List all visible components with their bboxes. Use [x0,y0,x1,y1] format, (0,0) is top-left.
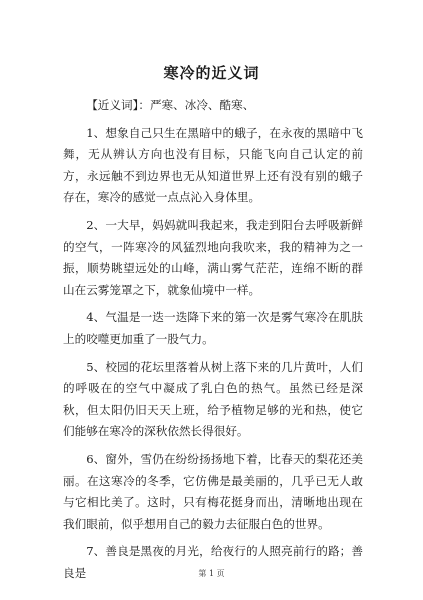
paragraph-5: 5、校园的花坛里落着从树上落下来的几片黄叶，人们的呼吸在的空气中凝成了乳白色的热气。虽然已经是深秋，但太阳仍旧天天上班，给予植物足够的光和热，使它们能够在寒冷的深秋依然长得很好。 [63,359,363,439]
paragraph-4: 4、气温是一迭一迭降下来的第一次是雾气寒冷在肌肤上的咬噬更加重了一股气力。 [63,310,363,346]
paragraph-7: 7、善良是黑夜的月光，给夜行的人照亮前行的路；善良是 [63,544,363,580]
page-number: 第 1 页 [198,569,225,578]
document-body [63,95,363,590]
paragraph-6: 6、窗外，雪仍在纷纷扬扬地下着，比春天的梨花还美丽。在这寒冷的冬季，它仿佛是最美丽的，几乎已无人敢与它相比美了。这时，只有梅花挺身而出，清晰地出现在我们眼前，似乎想用自己的毅力去征服白色的世界。 [63,451,363,531]
synonyms-line: 【近义词】：严寒、冰冷、酷寒、 [86,98,255,112]
paragraph-2: 2、一大早，妈妈就叫我起来，我走到阳台去呼吸新鲜的空气，一阵寒冷的风猛烈地向我吹来，我的精神为之一振，顺势眺望远处的山峰，满山雾气茫茫，连绵不断的群山在云雾笼罩之下，就象仙境中一样。 [63,217,363,297]
page-title: 寒冷的近义词 [163,64,260,82]
paragraph-1: 1、想象自己只生在黑暗中的蛾子，在永夜的黑暗中飞舞，无从辨认方向也没有目标，只能飞向自己认定的前方，永远触不到边界也无从知道世界上还有没有别的蛾子存在，寒冷的感觉一点点沁入身体里。 [63,125,363,205]
